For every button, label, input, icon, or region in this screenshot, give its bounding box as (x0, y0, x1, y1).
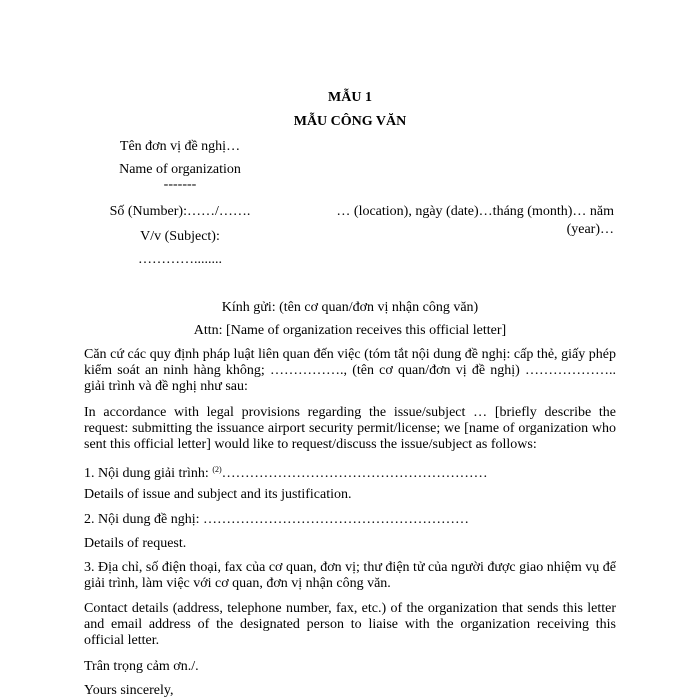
document-subject: V/v (Subject): (140, 229, 220, 244)
header-divider: ------- (163, 177, 197, 192)
date-year-line: (year)… (566, 222, 614, 237)
recipient-vi: Kính gửi: (tên cơ quan/đơn vị nhận công văn) (221, 300, 479, 315)
intro-paragraph-en: In accordance with legal provisions regarding the issue/subject … [briefly describe the request: submitting the issuance airport security permit/license; we [name of organization who sent this official letter] would like to request/discuss the issue/subject as follows: (84, 405, 616, 452)
item-1-description: Details of issue and subject and its justification. (84, 487, 352, 502)
footnote-ref-2: (2) (212, 465, 222, 474)
closing-vi: Trân trọng cảm ơn./. (84, 659, 199, 674)
item-1-heading (84, 462, 488, 482)
recipient-en: Attn: [Name of organization receives this official letter] (193, 323, 507, 338)
form-subtitle: MẪU CÔNG VĂN (293, 114, 407, 129)
date-location-line: … (location), ngày (date)…tháng (month)… năm (336, 204, 614, 219)
header-org-en: Name of organization (119, 162, 241, 177)
closing-en: Yours sincerely, (84, 683, 174, 698)
item-3-heading: 3. Địa chỉ, số điện thoại, fax của cơ quan, đơn vị; thư điện tử của người được giao nhiệm vụ để giải trình, làm việc với cơ quan, đơn vị nhận công văn. (84, 560, 616, 591)
intro-paragraph-vi: Căn cứ các quy định pháp luật liên quan đến việc (tóm tắt nội dung đề nghị: cấp thẻ, giấy phép kiểm soát an ninh hàng không; ……………., (tên cơ quan/đơn vị đề nghị) ……………….. giải trình và đề nghị như sau: (84, 347, 616, 394)
item-2-heading: 2. Nội dung đề nghị: ………………………………………………… (84, 512, 469, 527)
document-number: Số (Number):……/……. (109, 204, 251, 219)
item-2-description: Details of request. (84, 536, 187, 551)
item-1-placeholder: ………………………………………………… (221, 466, 488, 481)
subject-placeholder: …………........ (138, 252, 222, 267)
header-org-vi: Tên đơn vị đề nghị… (119, 139, 241, 154)
form-title: MẪU 1 (328, 90, 372, 105)
item-3-description: Contact details (address, telephone number, fax, etc.) of the organization that sends this letter and email address of the designated person to liaise with the organization receiving this official letter. (84, 601, 616, 648)
item-1-label: 1. Nội dung giải trình: (84, 466, 213, 481)
